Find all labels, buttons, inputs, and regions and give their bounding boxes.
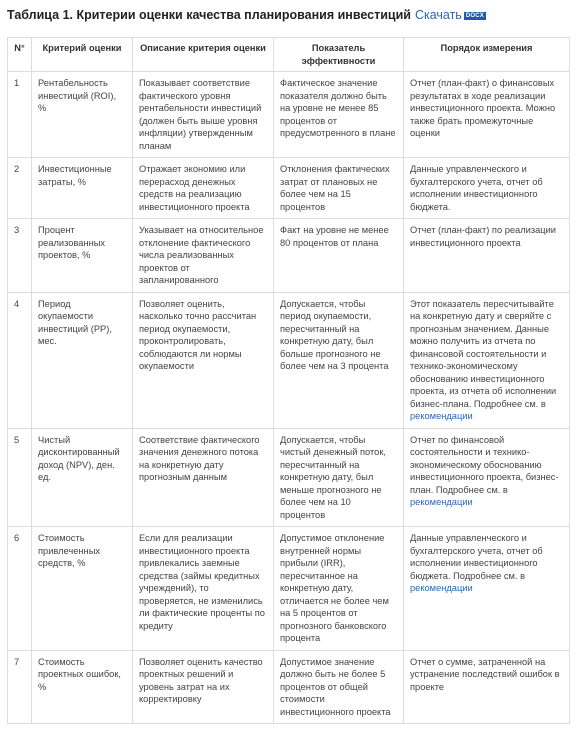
row-number-cell: 7: [8, 650, 32, 724]
table-row: [8, 527, 570, 651]
column-header-indicator: Показатель эффективности: [274, 38, 404, 72]
table-row: [8, 219, 570, 293]
download-link[interactable]: Скачать: [414, 8, 462, 22]
recommendation-link[interactable]: рекомендации: [410, 497, 473, 507]
description-cell: Позволяет оценить качество проектных решений и уровень затрат на их корректировку: [133, 650, 274, 724]
measure-cell: [404, 292, 570, 428]
criterion-cell: Стоимость привлеченных средств, %: [32, 527, 133, 651]
description-cell: Указывает на относительное отклонение фактического числа реализованных проектов от запланированного: [133, 219, 274, 293]
table-row: [8, 428, 570, 527]
measure-text: Отчет (план-факт) о финансовых результатах в ходе реализации инвестиционного проекта. Можно также брать промежуточные оценки: [410, 78, 556, 138]
indicator-cell: Допустимое значение должно быть не более 5 процентов от общей стоимости инвестиционного проекта: [274, 650, 404, 724]
measure-cell: [404, 650, 570, 724]
description-cell: Соответствие фактического значения денежного потока на конкретную дату прогнозным данным: [133, 428, 274, 527]
table-row: [8, 72, 570, 158]
recommendation-link[interactable]: рекомендации: [410, 411, 473, 421]
measure-text: Отчет по финансовой состоятельности и технико-экономическому обоснованию инвестиционного проекта, бизнес-план. Подробнее см. в: [410, 434, 559, 495]
description-cell: Если для реализации инвестиционного проекта привлекались заемные средства (займы кредитных учреждений), то проверяется, не изменились ли фактические проценты по кредиту: [133, 527, 274, 651]
measure-text: Данные управленческого и бухгалтерского учета, отчет об исполнении инвестиционного бюджета. Подробнее см. в: [410, 533, 543, 581]
column-header-description: Описание критерия оценки: [133, 38, 274, 72]
indicator-cell: Фактическое значение показателя должно быть на уровне не менее 85 процентов от предусмотренного в плане: [274, 72, 404, 158]
measure-text: Отчет (план-факт) по реализации инвестиционного проекта: [410, 225, 556, 248]
indicator-cell: Отклонения фактических затрат от плановых не более чем на 15 процентов: [274, 158, 404, 219]
measure-cell: [404, 158, 570, 219]
table-body: [8, 72, 570, 724]
measure-cell: [404, 527, 570, 651]
criterion-cell: Стоимость проектных ошибок, %: [32, 650, 133, 724]
indicator-cell: Факт на уровне не менее 80 процентов от плана: [274, 219, 404, 293]
table-title: Таблица 1. Критерии оценки качества планирования инвестиций: [7, 8, 411, 22]
column-header-measure: Порядок измерения: [404, 38, 570, 72]
description-cell: Позволяет оценить, насколько точно рассчитан период окупаемости, проконтролировать, соблюдаются ли нормы окупаемости: [133, 292, 274, 428]
row-number-cell: 1: [8, 72, 32, 158]
measure-cell: [404, 219, 570, 293]
measure-text: Отчет о сумме, затраченной на устранение последствий ошибок в проекте: [410, 656, 560, 692]
row-number-cell: 5: [8, 428, 32, 527]
table-caption: [7, 8, 572, 30]
row-number-cell: 3: [8, 219, 32, 293]
criteria-table: [7, 37, 570, 724]
table-header-row: [8, 38, 570, 72]
criterion-cell: Чистый дисконтированный доход (NPV), ден. ед.: [32, 428, 133, 527]
indicator-cell: Допустимое отклонение внутренней нормы прибыли (IRR), пересчитанное на конкретную дату, отличается не более чем на 5 процентов от прогнозного банковского процента: [274, 527, 404, 651]
criterion-cell: Инвестиционные затраты, %: [32, 158, 133, 219]
row-number-cell: 6: [8, 527, 32, 651]
criterion-cell: Период окупаемости инвестиций (PP), мес.: [32, 292, 133, 428]
indicator-cell: Допускается, чтобы чистый денежный поток, пересчитанный на конкретную дату, был меньше прогнозного не более чем на 10 процентов: [274, 428, 404, 527]
measure-text: Данные управленческого и бухгалтерского учета, отчет об исполнении инвестиционного бюджета.: [410, 164, 543, 212]
docx-badge-icon[interactable]: DOCX: [465, 13, 484, 19]
description-cell: Показывает соответствие фактического уровня рентабельности инвестиций (должен быть выше уровня инфляции) утвержденным планам: [133, 72, 274, 158]
criterion-cell: Рентабельность инвестиций (ROI), %: [32, 72, 133, 158]
column-header-number: N°: [8, 38, 32, 72]
column-header-criterion: Критерий оценки: [32, 38, 133, 72]
table-row: [8, 650, 570, 724]
row-number-cell: 4: [8, 292, 32, 428]
indicator-cell: Допускается, чтобы период окупаемости, пересчитанный на конкретную дату, был больше прогнозного не более чем на 3 процента: [274, 292, 404, 428]
criterion-cell: Процент реализованных проектов, %: [32, 219, 133, 293]
recommendation-link[interactable]: рекомендации: [410, 583, 473, 593]
measure-cell: [404, 428, 570, 527]
description-cell: Отражает экономию или перерасход денежных средств на реализацию инвестиционного проекта: [133, 158, 274, 219]
row-number-cell: 2: [8, 158, 32, 219]
measure-cell: [404, 72, 570, 158]
measure-text: Этот показатель пересчитывайте на конкретную дату и сверяйте с прогнозным значением. Данные можно получить из отчета по финансовой состоятельности и технико-экономическому обоснованию инвестиционного проекта, из отчета об исполнении бизнес-плана. Подробнее см. в: [410, 298, 557, 409]
table-row: [8, 158, 570, 219]
table-row: [8, 292, 570, 428]
